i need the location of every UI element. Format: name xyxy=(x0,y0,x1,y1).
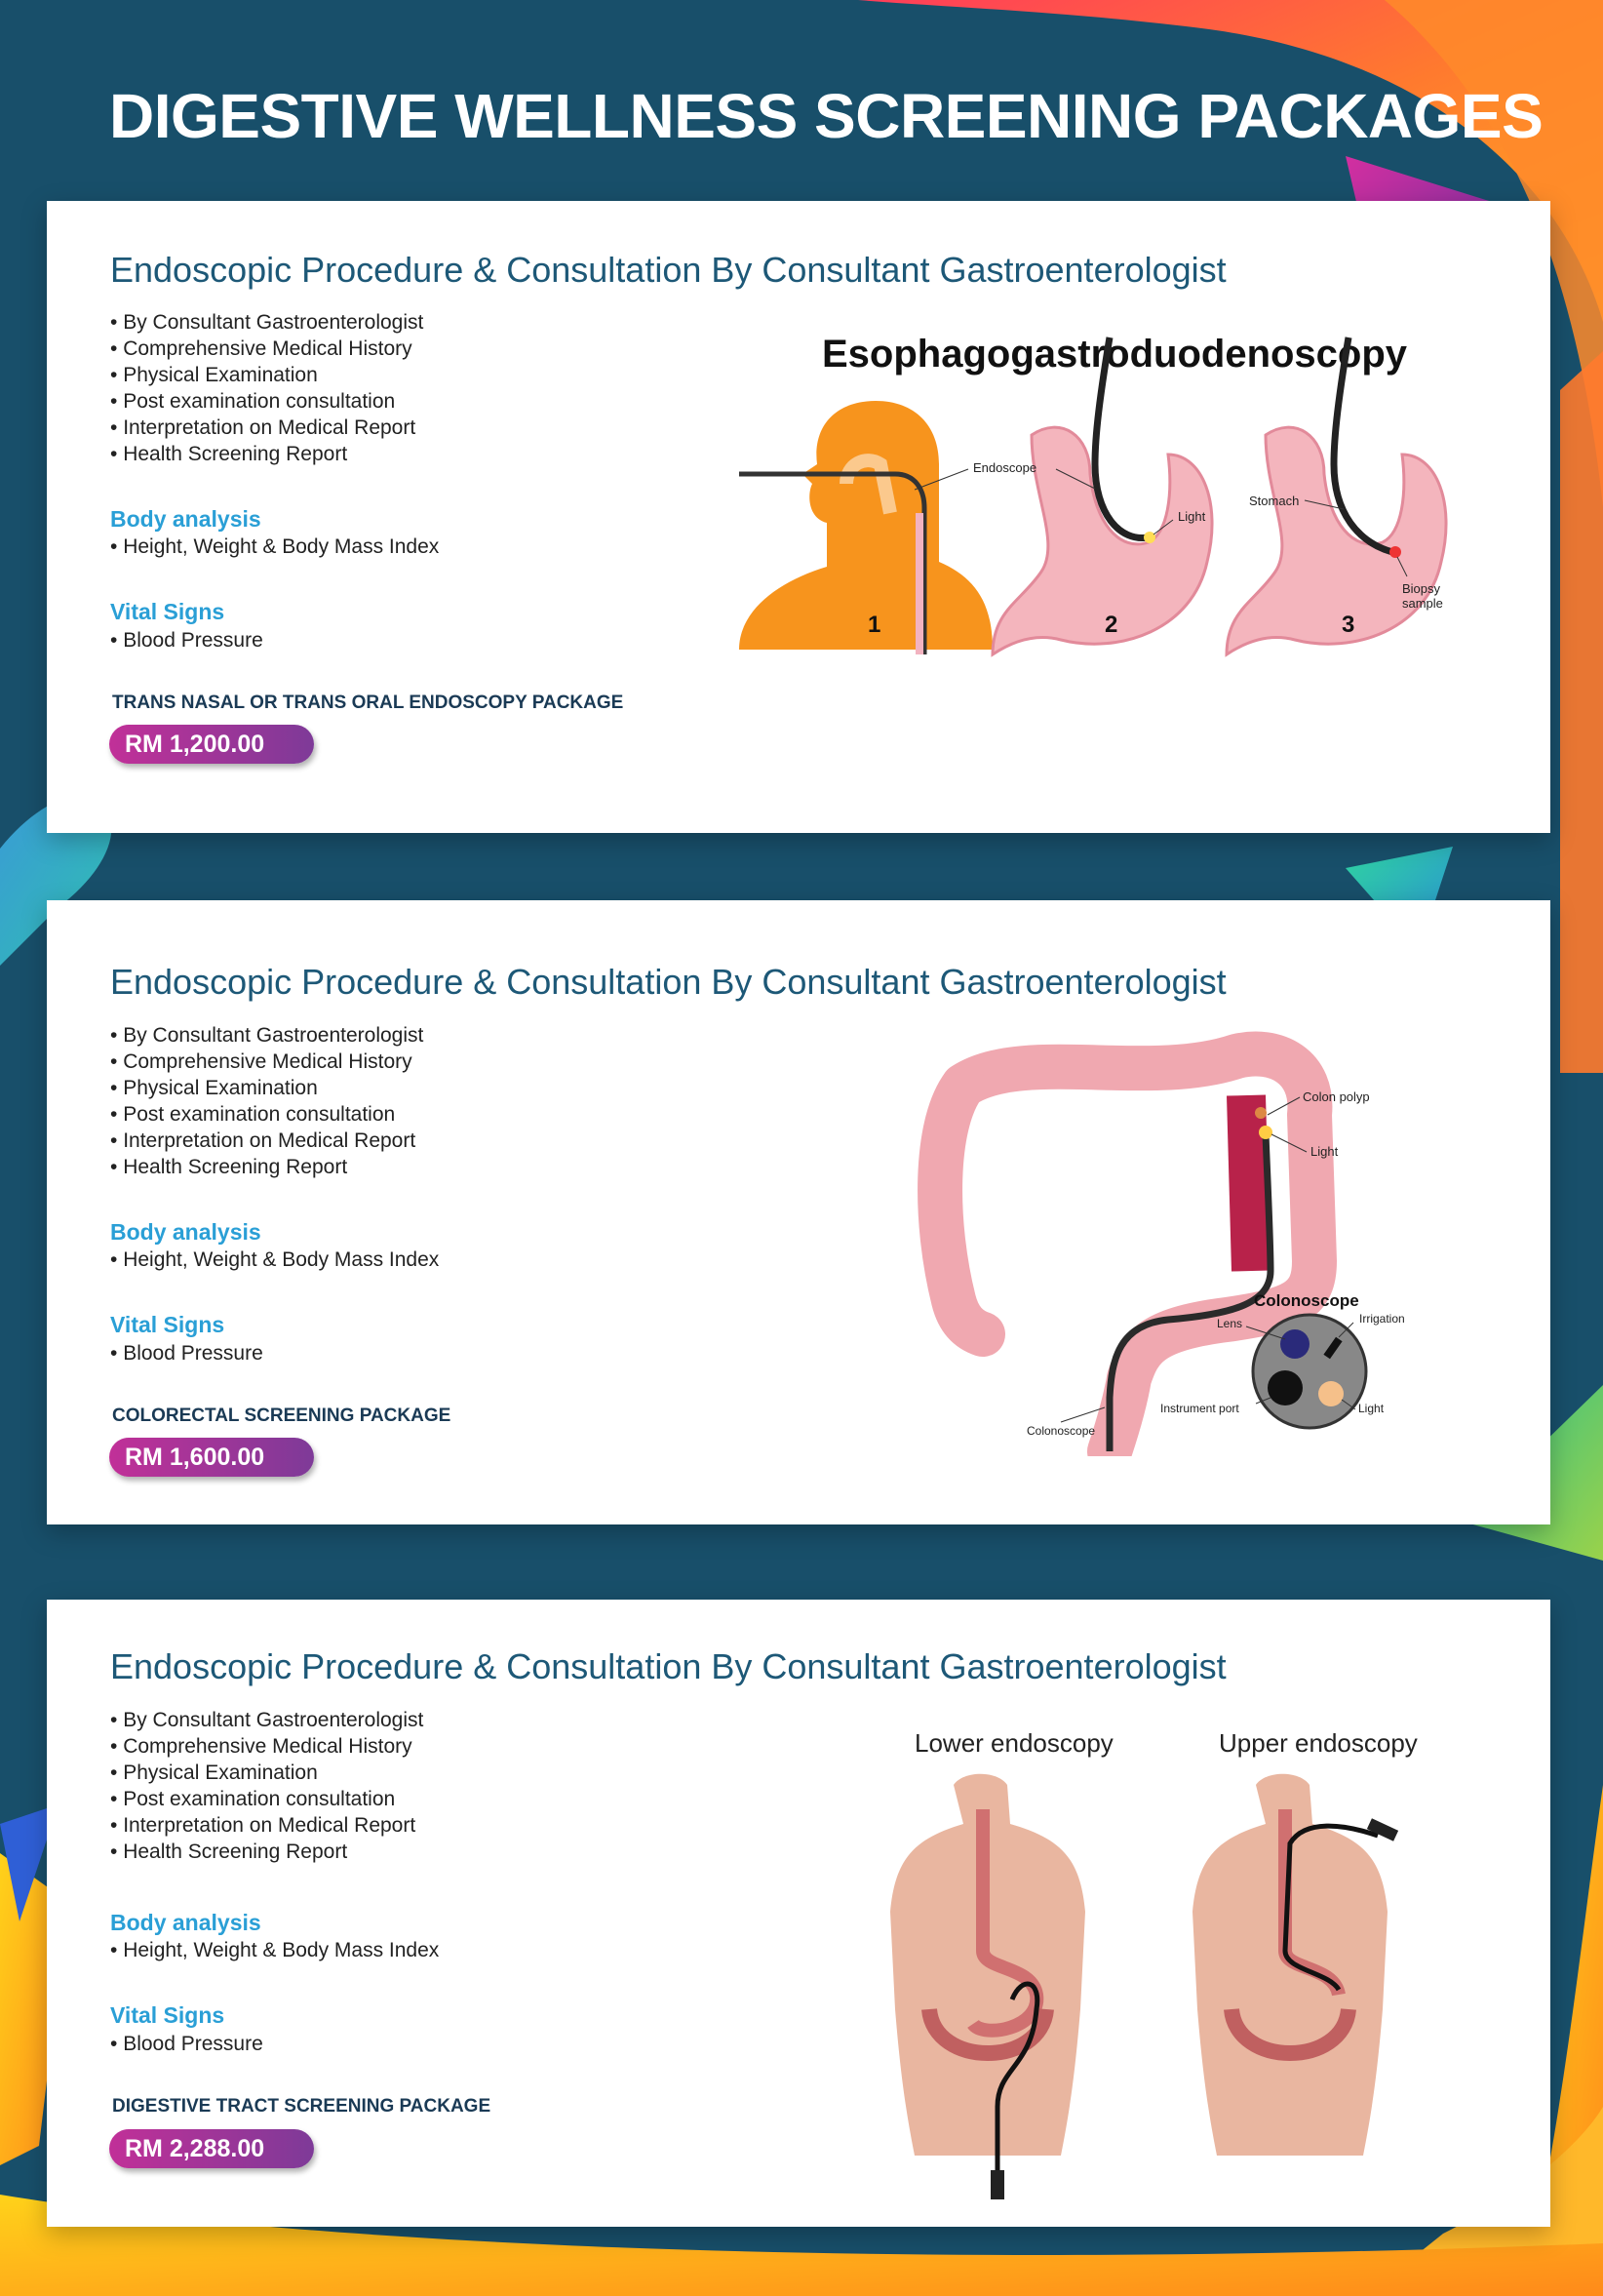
body-analysis-heading: Body analysis xyxy=(110,506,261,532)
body-analysis-list xyxy=(110,534,439,560)
package-heading: Endoscopic Procedure & Consultation By Consultant Gastroenterologist xyxy=(110,962,1227,1002)
list-item: • Health Screening Report xyxy=(110,1154,423,1180)
label-lens: Lens xyxy=(1217,1317,1243,1330)
package-name: TRANS NASAL OR TRANS ORAL ENDOSCOPY PACKAGE xyxy=(112,693,624,713)
vital-signs-list xyxy=(110,627,263,653)
vital-signs-heading: Vital Signs xyxy=(110,1312,225,1337)
colonoscopy-illustration xyxy=(905,1027,1451,1456)
label-biopsy: Biopsy xyxy=(1402,581,1441,596)
service-list xyxy=(110,1022,423,1180)
label-stomach: Stomach xyxy=(1249,494,1300,508)
list-item: • Comprehensive Medical History xyxy=(110,1049,423,1075)
label-light-tip: Light xyxy=(1358,1402,1385,1415)
service-list xyxy=(110,309,423,467)
package-card-digestive-tract xyxy=(47,1600,1550,2227)
list-item: • Health Screening Report xyxy=(110,441,423,467)
vital-signs-list xyxy=(110,2031,263,2057)
colonoscope-title: Colonoscope xyxy=(1254,1291,1359,1310)
label-endoscope: Endoscope xyxy=(973,460,1037,475)
list-item: • Blood Pressure xyxy=(110,627,263,653)
list-item: • By Consultant Gastroenterologist xyxy=(110,1707,423,1733)
list-item: • Comprehensive Medical History xyxy=(110,336,423,362)
body-analysis-list xyxy=(110,1247,439,1273)
list-item: • Health Screening Report xyxy=(110,1839,423,1865)
label-colon-polyp: Colon polyp xyxy=(1303,1089,1370,1104)
step-number: 3 xyxy=(1342,612,1355,638)
list-item: • Physical Examination xyxy=(110,1760,423,1786)
label-light: Light xyxy=(1178,509,1206,524)
list-item: • Height, Weight & Body Mass Index xyxy=(110,1247,439,1273)
endoscopy-comparison-illustration xyxy=(837,1717,1441,2204)
list-item: • Post examination consultation xyxy=(110,1786,423,1812)
list-item: • Physical Examination xyxy=(110,362,423,388)
label-instrument-port: Instrument port xyxy=(1160,1402,1239,1415)
list-item: • Interpretation on Medical Report xyxy=(110,415,423,441)
price-badge: RM 2,288.00 xyxy=(109,2129,314,2168)
step-number: 1 xyxy=(868,612,881,638)
list-item: • Height, Weight & Body Mass Index xyxy=(110,1937,439,1963)
package-heading: Endoscopic Procedure & Consultation By Consultant Gastroenterologist xyxy=(110,250,1227,290)
egd-illustration xyxy=(710,318,1451,728)
list-item: • Interpretation on Medical Report xyxy=(110,1128,423,1154)
list-item: • Height, Weight & Body Mass Index xyxy=(110,534,439,560)
vital-signs-list xyxy=(110,1340,263,1366)
colonoscope-tip-diagram xyxy=(1253,1315,1366,1428)
illustration-title: Esophagogastroduodenoscopy xyxy=(822,333,1408,376)
label-light: Light xyxy=(1310,1144,1339,1159)
head-silhouette xyxy=(739,401,993,650)
price-badge: RM 1,200.00 xyxy=(109,725,314,764)
vital-signs-heading: Vital Signs xyxy=(110,599,225,624)
service-list xyxy=(110,1707,423,1865)
label-biopsy-sample: sample xyxy=(1402,596,1443,611)
list-item: • Physical Examination xyxy=(110,1075,423,1101)
label-irrigation: Irrigation xyxy=(1359,1312,1405,1326)
body-analysis-list xyxy=(110,1937,439,1963)
price-badge: RM 1,600.00 xyxy=(109,1438,314,1477)
page-title: DIGESTIVE WELLNESS SCREENING PACKAGES xyxy=(109,81,1544,151)
label-lower-endoscopy: Lower endoscopy xyxy=(915,1728,1114,1758)
package-card-colorectal xyxy=(47,900,1550,1524)
list-item: • By Consultant Gastroenterologist xyxy=(110,309,423,336)
body-analysis-heading: Body analysis xyxy=(110,1910,261,1935)
step-number: 2 xyxy=(1105,612,1118,638)
vital-signs-heading: Vital Signs xyxy=(110,2002,225,2028)
label-colonoscope: Colonoscope xyxy=(1027,1424,1096,1438)
list-item: • Interpretation on Medical Report xyxy=(110,1812,423,1839)
list-item: • Comprehensive Medical History xyxy=(110,1733,423,1760)
list-item: • By Consultant Gastroenterologist xyxy=(110,1022,423,1049)
list-item: • Post examination consultation xyxy=(110,1101,423,1128)
package-card-endoscopy xyxy=(47,201,1550,833)
label-upper-endoscopy: Upper endoscopy xyxy=(1219,1728,1418,1758)
list-item: • Blood Pressure xyxy=(110,2031,263,2057)
package-name: COLORECTAL SCREENING PACKAGE xyxy=(112,1405,451,1426)
body-analysis-heading: Body analysis xyxy=(110,1219,261,1245)
list-item: • Blood Pressure xyxy=(110,1340,263,1366)
package-name: DIGESTIVE TRACT SCREENING PACKAGE xyxy=(112,2096,491,2117)
package-heading: Endoscopic Procedure & Consultation By Consultant Gastroenterologist xyxy=(110,1646,1227,1686)
list-item: • Post examination consultation xyxy=(110,388,423,415)
